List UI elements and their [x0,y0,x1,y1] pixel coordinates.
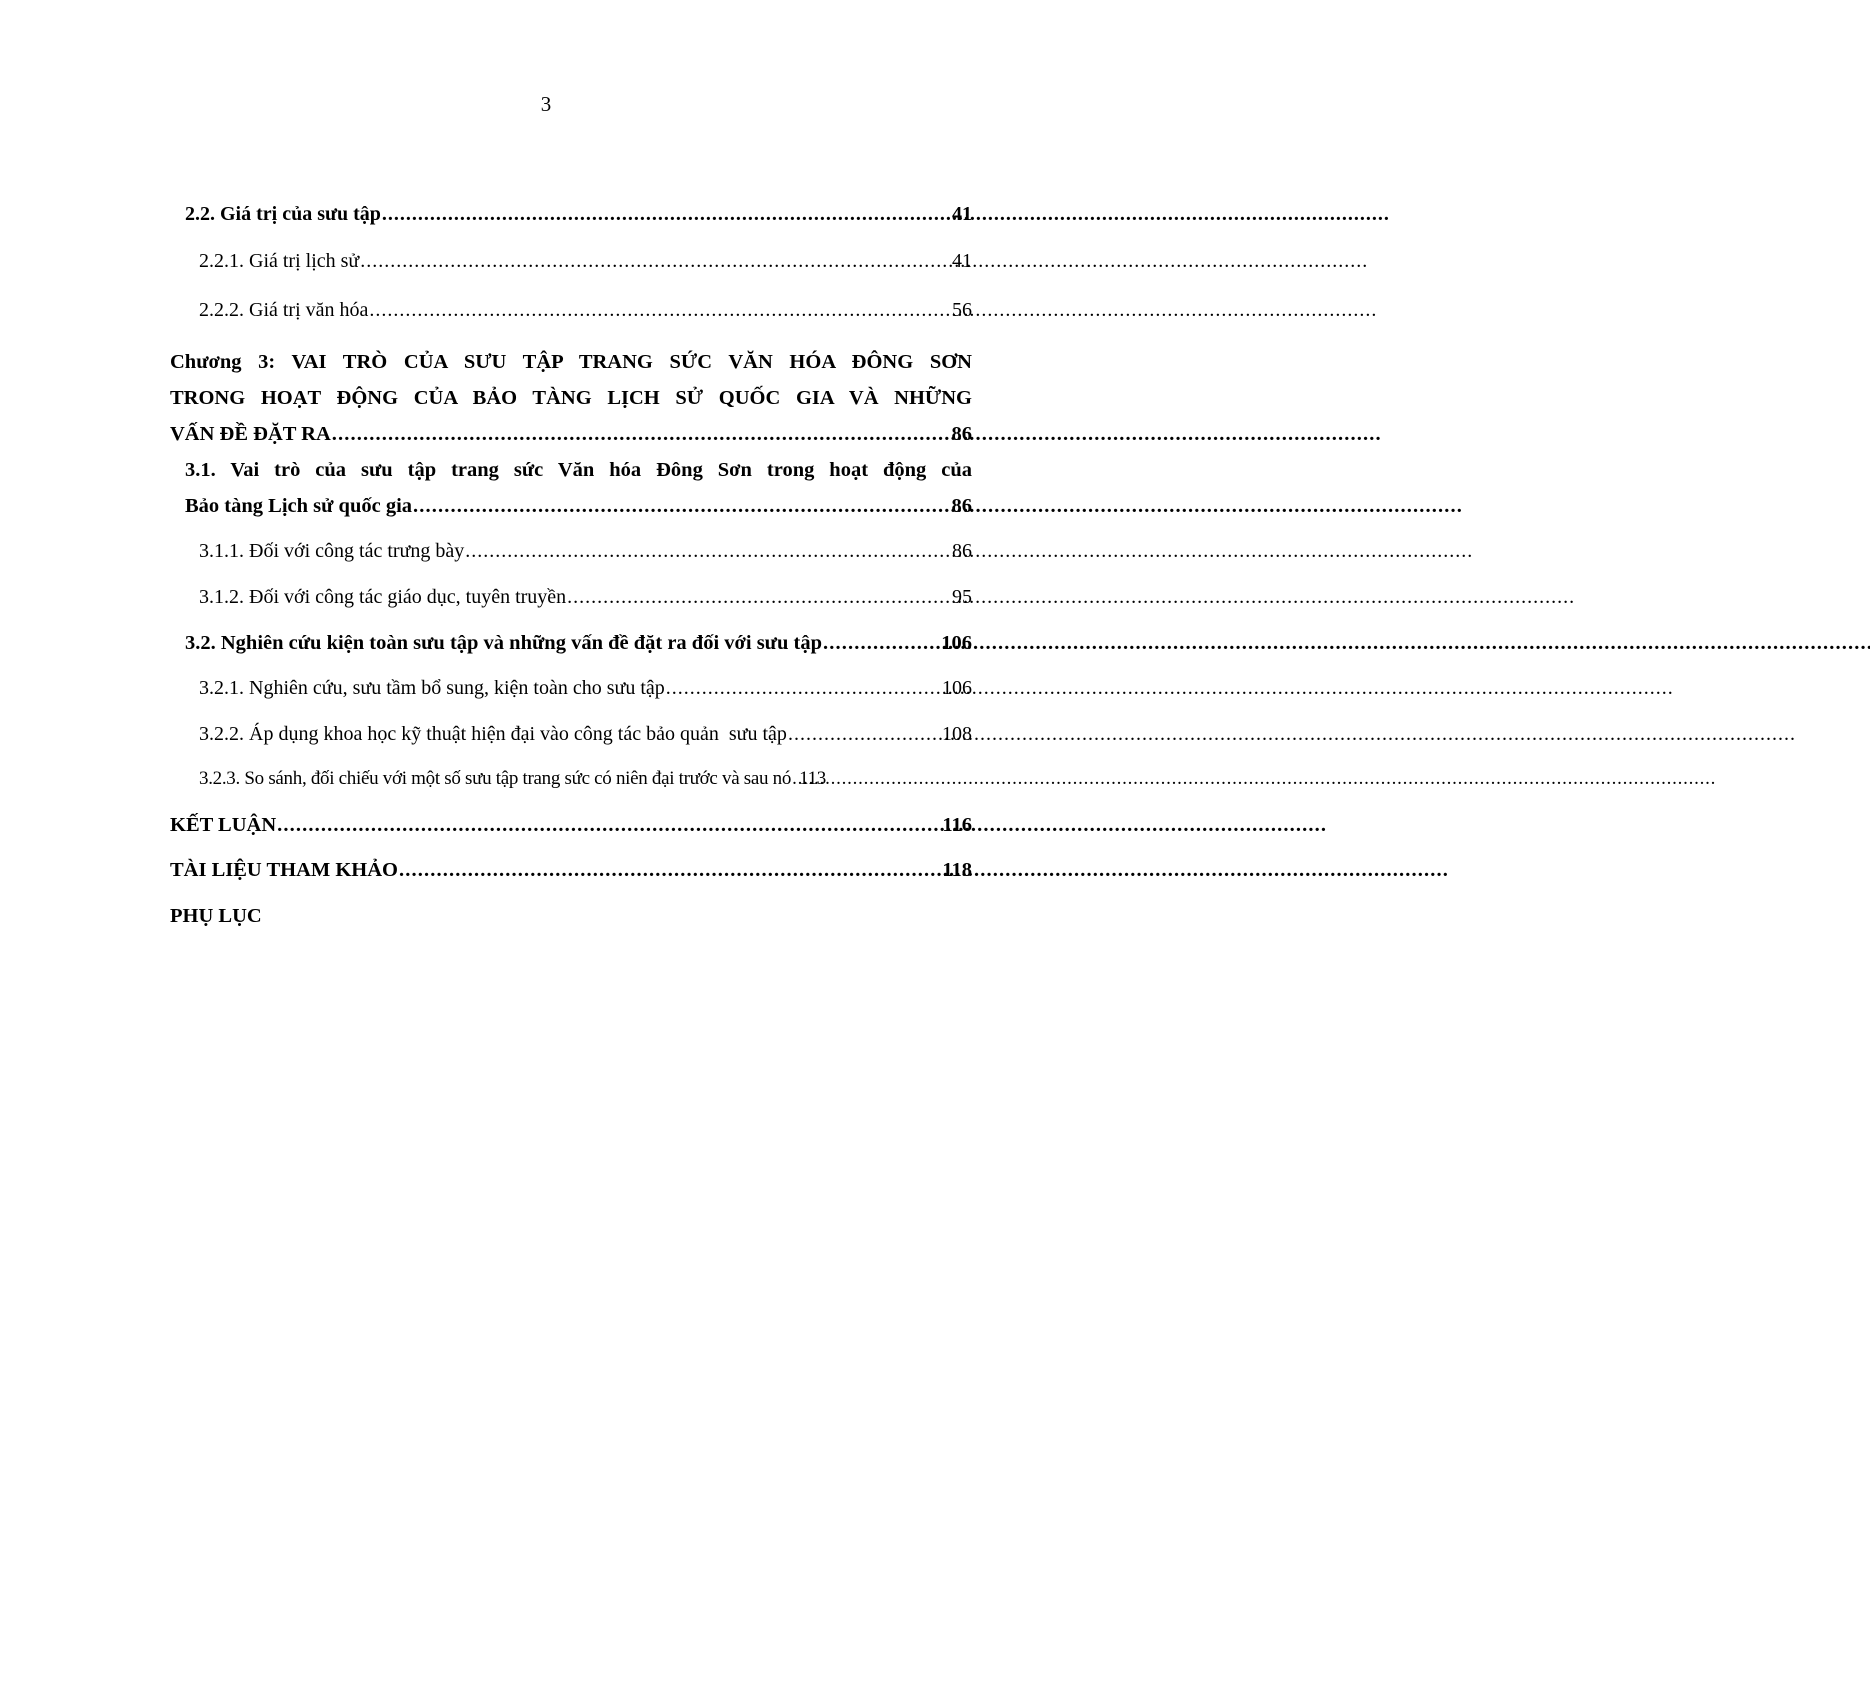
toc-leader-dots [360,247,951,275]
toc-entry-title: KẾT LUẬN [170,814,277,836]
toc-entry-page: 41 [952,203,972,225]
toc-entry-title: 2.2.2. Giá trị văn hóa [199,299,369,321]
toc-entry-page: 113 [799,768,826,789]
toc-entry-page: 86 [951,423,972,445]
toc-leader-dots [465,537,951,565]
chapter-3-last-line [170,416,972,452]
section-3-1-title-line-1: 3.1. Vai trò của sưu tập trang sức Văn hóa Đông Sơn trong hoạt động của [185,459,972,481]
toc-entry-2-2[interactable] [170,200,972,228]
toc-entry-3-1-2[interactable] [170,583,972,611]
toc-entry-title: 3.2.3. So sánh, đối chiếu với một số sưu tập trang sức có niên đại trước và sau nó [199,768,792,789]
section-3-1-last-line [185,488,972,524]
chapter-3-title-line-1: Chương 3: VAI TRÒ CỦA SƯU TẬP TRANG SỨC VĂN HÓA ĐÔNG SƠN [170,351,972,373]
toc-entry-page: 116 [942,814,972,836]
toc-entry-page: 118 [942,859,972,881]
toc-leader-dots [567,583,951,611]
toc-entry-title: 3.2.1. Nghiên cứu, sưu tầm bổ sung, kiện toàn cho sưu tập [199,677,665,699]
toc-entry-title: 3.1.2. Đối với công tác giáo dục, tuyên truyền [199,586,567,608]
toc-leader-dots [277,811,941,839]
toc-entry-3-1-1[interactable] [170,537,972,565]
toc-entry-3-1[interactable] [170,452,972,524]
toc-entry-title: 3.1.1. Đối với công tác trưng bày [199,540,465,562]
toc-entry-2-2-1[interactable] [170,247,972,275]
toc-entry-3-2-2[interactable] [170,720,972,748]
toc-entry-page: 56 [952,299,972,321]
toc-entry-phu-luc[interactable] [170,902,262,930]
toc-entry-chapter-3[interactable] [170,344,972,452]
toc-leader-dots [666,674,941,702]
toc-entry-2-2-2[interactable] [170,296,972,324]
toc-entry-title: VẤN ĐỀ ĐẶT RA [170,423,331,445]
toc-entry-page: 86 [952,540,972,562]
toc-entry-page: 86 [951,495,972,517]
toc-entry-title: TÀI LIỆU THAM KHẢO [170,859,399,881]
toc-leader-dots [792,765,798,793]
toc-leader-dots [369,296,951,324]
toc-entry-page: 95 [952,586,972,608]
toc-leader-dots [788,720,941,748]
page-number: 3 [540,92,552,116]
toc-leader-dots [332,416,951,452]
toc-entry-tai-lieu-tham-khao[interactable] [170,856,972,884]
toc-entry-page: 41 [952,250,972,272]
toc-entry-title: 3.2.2. Áp dụng khoa học kỹ thuật hiện đại vào công tác bảo quản sưu tập [199,723,787,745]
toc-leader-dots [823,629,940,657]
toc-leader-dots [382,200,951,228]
toc-leader-dots [413,488,950,524]
chapter-3-title-line-2: TRONG HOẠT ĐỘNG CỦA BẢO TÀNG LỊCH SỬ QUỐC GIA VÀ NHỮNG [170,387,972,409]
toc-entry-page: 106 [942,677,972,699]
toc-entry-3-2-3[interactable] [170,765,972,793]
toc-entry-title: 2.2.1. Giá trị lịch sử [199,250,360,272]
toc-entry-title: Bảo tàng Lịch sử quốc gia [185,495,413,517]
toc-entry-title: 2.2. Giá trị của sưu tập [185,203,381,225]
toc-entry-3-2[interactable] [170,629,972,657]
toc-leader-dots [399,856,941,884]
toc-entry-page: 108 [942,723,972,745]
toc-entry-ket-luan[interactable] [170,811,972,839]
toc-entry-title: PHỤ LỤC [170,905,262,927]
toc-entry-3-2-1[interactable] [170,674,972,702]
toc-entry-page: 106 [941,632,972,654]
toc-entry-title: 3.2. Nghiên cứu kiện toàn sưu tập và những vấn đề đặt ra đối với sưu tập [185,632,822,654]
